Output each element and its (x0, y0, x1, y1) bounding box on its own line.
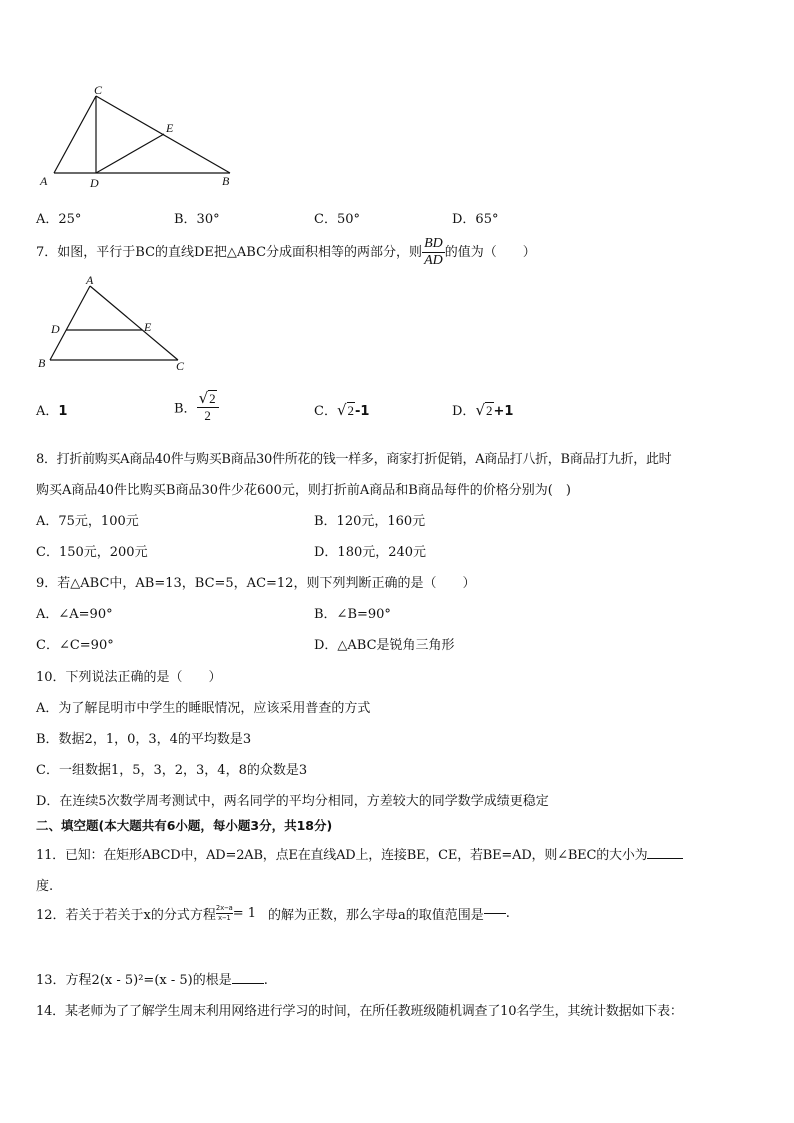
q6-option-b[interactable]: B．30° (174, 212, 220, 227)
q7-fraction: $\frac{BD}{AD}$ (424, 236, 443, 268)
q7-option-a[interactable]: A．1 (36, 404, 68, 419)
label-b: B (222, 174, 230, 188)
label-e: E (144, 320, 152, 334)
q9-stem: 9．若△ABC中，AB=13，BC=5，AC=12，则下列判断正确的是（ ） (36, 576, 476, 591)
label-a: A (86, 274, 94, 287)
triangle-figure-2 (36, 274, 196, 374)
q12-answer-blank[interactable] (484, 913, 506, 914)
q8-option-b[interactable]: B．120元，160元 (314, 514, 426, 529)
label-d: D (90, 176, 99, 190)
label-c: C (94, 84, 103, 97)
section-heading-fill-blank: 二、填空题(本大题共有6小题，每小题3分，共18分) (36, 818, 333, 833)
q13-answer-blank[interactable] (232, 983, 264, 984)
q14-stem: 14．某老师为了了解学生周末利用网络进行学习的时间，在所任教班级随机调查了10名学生，其统计数据如下表： (36, 1004, 683, 1019)
label-c: C (176, 359, 185, 373)
q10-option-a[interactable]: A．为了解昆明市中学生的睡眠情况，应该采用普查的方式 (36, 701, 371, 716)
label-e: E (166, 121, 174, 135)
q8-option-c[interactable]: C．150元，200元 (36, 545, 148, 560)
q9-option-c[interactable]: C．∠C=90° (36, 638, 114, 653)
q10-stem: 10．下列说法正确的是（ ） (36, 670, 222, 685)
q7-stem: 7．如图，平行于BC的直线DE把△ABC分成面积相等的两部分，则 $\frac{BD}{AD}$ 的值为（ ） (36, 236, 536, 268)
q12-fraction: $\frac{2x-a}{x-1}$ (215, 904, 233, 922)
q6-option-d[interactable]: D．65° (452, 212, 499, 227)
q8-option-d[interactable]: D．180元，240元 (314, 545, 427, 560)
q10-option-c[interactable]: C．一组数据1，5，3，2，3，4，8的众数是3 (36, 763, 308, 778)
q6-option-a[interactable]: A．25° (36, 212, 82, 227)
q7-option-d[interactable]: D．√2+1 (452, 401, 514, 419)
q12-stem: 12．若关于若关于x的分式方程 $\frac{2x-a}{x-1}= 1$ 的解为正数，那么字母a的取值范围是 . (36, 904, 510, 923)
q9-option-a[interactable]: A．∠A=90° (36, 607, 113, 622)
q8-stem-line1: 8．打折前购买A商品40件与购买B商品30件所花的钱一样多，商家打折促销，A商品打八折，B商品打九折，此时 (36, 452, 672, 467)
q6-option-c[interactable]: C．50° (314, 212, 360, 227)
label-a: A (40, 174, 48, 188)
triangle-figure-1 (36, 84, 246, 194)
q8-stem-line2: 购买A商品40件比购买B商品30件少花600元，则打折前A商品和B商品每件的价格分别为( ) (36, 483, 571, 498)
label-b: B (38, 356, 46, 370)
q7-option-b[interactable]: B． $\frac{√2}{2}$ (174, 390, 219, 424)
q7-option-c[interactable]: C．√2-1 (314, 401, 370, 419)
q11-stem-line1: 11．已知：在矩形ABCD中，AD=2AB，点E在直线AD上，连接BE，CE，若BE=AD，则∠BEC的大小为 (36, 844, 683, 863)
q11-answer-blank[interactable] (647, 858, 683, 859)
label-d: D (51, 322, 60, 336)
q11-stem-line2: 度. (36, 879, 54, 894)
q8-option-a[interactable]: A．75元，100元 (36, 514, 139, 529)
q9-option-d[interactable]: D．△ABC是锐角三角形 (314, 638, 455, 653)
q10-option-d[interactable]: D．在连续5次数学周考测试中，两名同学的平均分相同，方差较大的同学数学成绩更稳定 (36, 794, 549, 809)
q10-option-b[interactable]: B．数据2，1，0，3，4的平均数是3 (36, 732, 252, 747)
q13-stem: 13．方程2(x - 5)²=(x - 5)的根是 . (36, 973, 268, 988)
q9-option-b[interactable]: B．∠B=90° (314, 607, 391, 622)
